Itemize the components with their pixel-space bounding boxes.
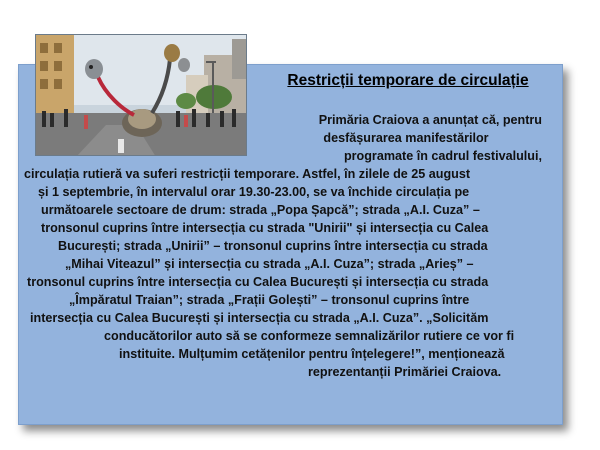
body-line: reprezentanții Primăriei Craiova. (308, 365, 502, 379)
body-line: desfășurarea manifestărilor (323, 131, 489, 145)
body-line: tronsonul cuprins între intersecția cu Calea București și intersecția cu strada (27, 275, 489, 289)
body-line: „Mihai Viteazul” și intersecția cu strada „A.I. Cuza”; strada „Arieș” – (65, 257, 474, 271)
body-line: instituite. Mulțumim cetățenilor pentru înțelegere!”, menționează (119, 347, 505, 361)
body-line: Primăria Craiova a anunțat că, pentru (318, 113, 542, 127)
body-line: circulația rutieră va suferi restricții temporare. Astfel, în zilele de 25 august (24, 167, 471, 181)
festival-street-image (36, 35, 247, 156)
body-line: „Împăratul Traian”; strada „Frații Golești” – tronsonul cuprins între (69, 293, 470, 307)
body-line: următoarele sectoare de drum: strada „Popa Șapcă”; strada „A.I. Cuza” – (41, 203, 480, 217)
body-line: conducătorilor auto să se conformeze semnalizărilor rutiere ce vor fi (104, 329, 515, 343)
body-line: București; strada „Unirii” – tronsonul cuprins între intersecția cu strada (58, 239, 488, 253)
festival-photo (35, 34, 247, 156)
page-title: Restricții temporare de circulație (287, 72, 529, 89)
body-line: programate în cadrul festivalului, (343, 149, 542, 163)
body-line: intersecția cu Calea București și intersecția cu strada „A.I. Cuza”. „Solicităm (30, 311, 489, 325)
body-line: și 1 septembrie, în intervalul orar 19.30-23.00, se va închide circulația pe (38, 185, 470, 199)
body-line: tronsonul cuprins între intersecția cu strada "Unirii" și intersecția cu Calea (41, 221, 489, 235)
